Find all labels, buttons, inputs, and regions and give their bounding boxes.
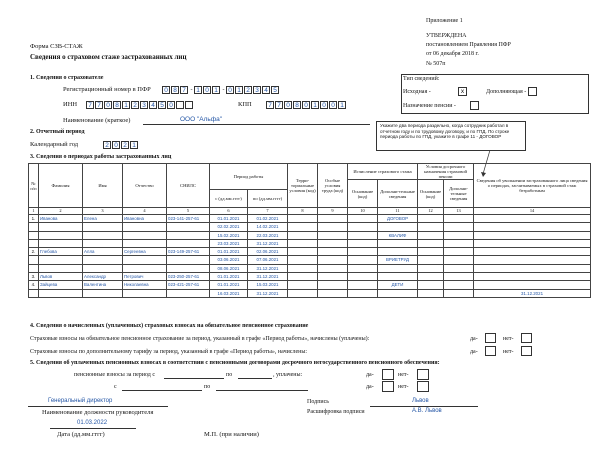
table-row [29, 273, 591, 281]
table-cell-patr[interactable]: Ивановна [123, 215, 167, 223]
initial-checkbox[interactable]: x [458, 87, 467, 96]
table-cell-from[interactable]: 01.01.2021 [210, 248, 248, 256]
table-cell-spec[interactable] [318, 264, 348, 272]
table-cell-snils[interactable]: 023-421-257-61 [167, 281, 210, 289]
table-cell-terr[interactable] [288, 231, 318, 239]
table-cell-extra[interactable] [378, 273, 418, 281]
table-cell-patr[interactable]: Петрович [123, 273, 167, 281]
inn-label: ИНН [63, 101, 78, 108]
inn-digit: 2 [131, 101, 139, 109]
s4-l2-yes-box[interactable] [485, 346, 496, 356]
section4-heading: 4. Сведения о начисленных (уплаченных) страховых взносах на обязательное пенсионное страхование [30, 323, 309, 329]
table-cell-extra[interactable] [378, 264, 418, 272]
table-cell-from[interactable]: 03.06.2021 [210, 256, 248, 264]
kpp-label: КПП [238, 101, 252, 108]
table-cell-patr[interactable] [123, 231, 167, 239]
reg-digit: 1 [194, 86, 202, 94]
reg-dash: - [222, 87, 225, 93]
table-cell-spec[interactable] [318, 281, 348, 289]
table-cell-to[interactable]: 22.03.2021 [248, 231, 288, 239]
reg-digit: 5 [271, 86, 279, 94]
approval-line-2: УТВЕРЖДЕНА [426, 33, 467, 39]
table-cell-ebasis[interactable] [418, 215, 444, 223]
table-cell-to[interactable]: 31.12.2021 [248, 273, 288, 281]
col-number: 1 [29, 208, 39, 215]
table-cell-eextra[interactable] [444, 239, 474, 247]
reg-digit: 1 [212, 86, 220, 94]
s4-l1-yes-box[interactable] [485, 333, 496, 343]
table-row [29, 239, 591, 247]
col-number: 12 [418, 208, 444, 215]
col-number: 7 [248, 208, 288, 215]
year-digit: 2 [103, 141, 111, 149]
inn-digit: 4 [149, 101, 157, 109]
s4-l2-no-box[interactable] [521, 346, 532, 356]
s4-l1-no-label: нет- [503, 336, 514, 342]
page-title: Сведения о страховом стаже застрахованных лиц [30, 53, 187, 61]
table-cell-patr[interactable] [123, 239, 167, 247]
table-cell-dismiss[interactable] [474, 281, 591, 289]
table-cell-extra[interactable] [378, 289, 418, 297]
table-cell-spec[interactable] [318, 215, 348, 223]
th-unemployed: Сведения об увольнении застрахованного лица сведения о периодах, засчитываемых в страховой стаж безработным [474, 164, 591, 208]
th-special: Особые условия труда (код) [318, 164, 348, 208]
section4-line2: Страховые взносы по дополнительному тарифу за период, указанный в графе «Период работы», начислены: [30, 349, 308, 355]
table-cell-dismiss[interactable] [474, 223, 591, 231]
section5-heading: 5. Сведения об уплаченных пенсионных взносах в соответствии с пенсионными договорами досрочного негосударственного пенсионного обеспечения: [30, 360, 440, 366]
table-cell-n[interactable] [29, 264, 39, 272]
section3-heading: 3. Сведения о периодах работы застрахованных лиц [30, 154, 172, 160]
table-cell-patr[interactable] [123, 223, 167, 231]
reg-label: Регистрационный номер в ПФР [63, 86, 151, 93]
s4-l2-no-label: нет- [503, 349, 514, 355]
year-digit: 2 [121, 141, 129, 149]
section1-heading: 1. Сведения о страхователе [30, 75, 104, 81]
table-cell-name[interactable] [83, 231, 123, 239]
th-calc-basis: Основание (код) [348, 180, 378, 208]
table-row [29, 264, 591, 272]
col-number: 11 [378, 208, 418, 215]
position-value[interactable]: Генеральный директор [48, 398, 113, 404]
table-cell-n[interactable]: 4. [29, 281, 39, 289]
reg-digit: 4 [262, 86, 270, 94]
table-row [29, 215, 591, 223]
table-cell-terr[interactable] [288, 256, 318, 264]
reg-digit: 1 [235, 86, 243, 94]
table-cell-terr[interactable] [288, 273, 318, 281]
table-cell-name[interactable] [83, 223, 123, 231]
table-cell-from[interactable]: 01.01.2021 [210, 281, 248, 289]
kpp-digit: 1 [311, 101, 319, 109]
table-cell-surname[interactable]: Глебова [39, 248, 83, 256]
table-cell-spec[interactable] [318, 248, 348, 256]
table-cell-terr[interactable] [288, 281, 318, 289]
info-type-pension-label: Назначение пенсии - [403, 103, 456, 109]
table-row [29, 248, 591, 256]
kpp-digit: 1 [338, 101, 346, 109]
inn-digit [185, 101, 193, 109]
table-cell-extra[interactable]: ДОГОВОР [378, 215, 418, 223]
table-cell-basis[interactable] [348, 231, 378, 239]
col-number: 3 [83, 208, 123, 215]
col-number: 14 [474, 208, 591, 215]
s5-l1-no-box[interactable] [417, 369, 429, 380]
inn-digit: 0 [104, 101, 112, 109]
table-cell-name[interactable] [83, 239, 123, 247]
s5-po-label: по [226, 372, 233, 378]
table-cell-to[interactable]: 14.02.2021 [248, 223, 288, 231]
decode-label: Расшифровка подписи [307, 409, 365, 415]
table-cell-name[interactable] [83, 264, 123, 272]
org-name-value[interactable]: ООО "Альфа" [180, 116, 223, 123]
table-cell-dismiss[interactable]: 31.12.2021 [474, 289, 591, 297]
table-cell-from[interactable]: 08.06.2021 [210, 264, 248, 272]
table-cell-basis[interactable] [348, 239, 378, 247]
s4-l1-yes-label: да- [470, 336, 478, 342]
table-cell-terr[interactable] [288, 248, 318, 256]
table-row [29, 223, 591, 231]
org-name-line [143, 124, 370, 125]
s5-from-line[interactable] [164, 378, 224, 379]
table-cell-to[interactable]: 31.12.2021 [248, 289, 288, 297]
th-surname: Фамилия [39, 164, 83, 208]
date-value[interactable]: 01.03.2022 [77, 420, 108, 426]
pension-checkbox[interactable] [470, 101, 479, 110]
table-cell-patr[interactable]: Николаевна [123, 281, 167, 289]
table-cell-surname[interactable] [39, 239, 83, 247]
kpp-digit: 0 [284, 101, 292, 109]
inn-digit: 5 [158, 101, 166, 109]
col-number: 5 [167, 208, 210, 215]
reg-dash: - [190, 87, 193, 93]
table-cell-spec[interactable] [318, 239, 348, 247]
table-cell-extra[interactable]: КВАЛИФ [378, 231, 418, 239]
additional-checkbox[interactable] [528, 87, 537, 96]
inn-digit: 0 [167, 101, 175, 109]
inn-digit: 7 [86, 101, 94, 109]
decode-value[interactable]: А.В. Львов [412, 408, 442, 414]
column-numbers-row [29, 208, 591, 215]
s5-l1-yes-box[interactable] [382, 369, 394, 380]
s5-line2-c: с [114, 384, 117, 390]
table-cell-terr[interactable] [288, 239, 318, 247]
table-row [29, 256, 591, 264]
reg-digit: 0 [226, 86, 234, 94]
th-early-basis: Основание (код) [418, 180, 444, 208]
sign-value[interactable]: Львов [412, 398, 429, 404]
table-cell-spec[interactable] [318, 289, 348, 297]
table-cell-snils[interactable] [167, 239, 210, 247]
table-row [29, 231, 591, 239]
th-calc: Исчисление страхового стажа [348, 164, 418, 180]
info-type-additional-label: Дополняющая - [486, 89, 527, 95]
approval-line-1: Приложение 1 [426, 18, 463, 24]
th-name: Имя [83, 164, 123, 208]
table-row [29, 289, 591, 297]
table-cell-extra[interactable]: ВРИЕТРУД [378, 256, 418, 264]
table-cell-ebasis[interactable] [418, 281, 444, 289]
inn-digit: 3 [140, 101, 148, 109]
table-cell-eextra[interactable] [444, 215, 474, 223]
table-cell-to[interactable]: 31.12.2021 [248, 264, 288, 272]
table-cell-from[interactable]: 01.01.2021 [210, 215, 248, 223]
table-cell-spec[interactable] [318, 273, 348, 281]
s5-l2-from-line[interactable] [122, 390, 202, 391]
table-cell-ebasis[interactable] [418, 248, 444, 256]
th-from: с (дд.мм.гггг) [210, 190, 248, 208]
table-cell-ebasis[interactable] [418, 231, 444, 239]
table-cell-basis[interactable] [348, 273, 378, 281]
table-cell-name[interactable]: Валентина [83, 281, 123, 289]
year-cells[interactable] [103, 141, 139, 149]
table-cell-snils[interactable]: 023-149-257-61 [167, 248, 210, 256]
table-cell-snils[interactable]: 023-250-257-61 [167, 273, 210, 281]
table-cell-ebasis[interactable] [418, 289, 444, 297]
table-cell-surname[interactable]: Зайцева [39, 281, 83, 289]
table-cell-surname[interactable] [39, 264, 83, 272]
table-cell-patr[interactable] [123, 256, 167, 264]
table-cell-ebasis[interactable] [418, 256, 444, 264]
s5-l2-to-line[interactable] [216, 390, 308, 391]
table-cell-terr[interactable] [288, 289, 318, 297]
approval-line-3: постановлением Правления ПФР [426, 42, 511, 48]
s4-l1-no-box[interactable] [521, 333, 532, 343]
reg-digit: 2 [244, 86, 252, 94]
s5-l1-no-label: нет- [398, 372, 409, 378]
table-cell-eextra[interactable] [444, 256, 474, 264]
table-cell-n[interactable] [29, 223, 39, 231]
table-cell-to[interactable]: 07.06.2021 [248, 256, 288, 264]
table-cell-terr[interactable] [288, 264, 318, 272]
table-cell-eextra[interactable] [444, 248, 474, 256]
table-cell-from[interactable]: 02.02.2021 [210, 223, 248, 231]
reg-number-cells[interactable] [162, 86, 280, 94]
table-cell-surname[interactable] [39, 256, 83, 264]
table-cell-patr[interactable] [123, 264, 167, 272]
reg-digit: 8 [171, 86, 179, 94]
th-num: № п/п [29, 164, 39, 208]
kpp-digit: 0 [329, 101, 337, 109]
date-label: Дата (дд.мм.гггг) [57, 431, 105, 438]
table-cell-eextra[interactable] [444, 231, 474, 239]
table-cell-dismiss[interactable] [474, 231, 591, 239]
table-cell-patr[interactable] [123, 289, 167, 297]
s5-line1-label: пенсионные взносы за период с [74, 372, 155, 378]
stamp-label: М.П. (при наличии) [204, 431, 259, 438]
table-cell-from[interactable]: 16.03.2021 [210, 289, 248, 297]
approval-line-4: от 06 декабря 2018 г. [426, 51, 479, 57]
th-territorial: Терри-ториальные условия (код) [288, 164, 318, 208]
table-cell-n[interactable] [29, 289, 39, 297]
s5-l1-yes-label: да- [366, 372, 374, 378]
table-cell-n[interactable]: 1. [29, 215, 39, 223]
table-cell-extra[interactable] [378, 223, 418, 231]
kpp-cells[interactable] [266, 101, 347, 109]
inn-digit: 1 [122, 101, 130, 109]
col-number: 8 [288, 208, 318, 215]
year-label: Календарный год [30, 141, 79, 148]
kpp-digit: 7 [275, 101, 283, 109]
reg-digit: 7 [180, 86, 188, 94]
table-cell-basis[interactable] [348, 223, 378, 231]
table-cell-snils[interactable] [167, 264, 210, 272]
col-number: 9 [318, 208, 348, 215]
table-cell-n[interactable] [29, 256, 39, 264]
table-cell-snils[interactable] [167, 223, 210, 231]
s5-paid-label: , уплачены: [273, 372, 303, 378]
table-cell-n[interactable]: 2. [29, 248, 39, 256]
table-cell-to[interactable]: 01.02.2021 [248, 215, 288, 223]
table-cell-ebasis[interactable] [418, 239, 444, 247]
table-cell-from[interactable]: 01.01.2021 [210, 273, 248, 281]
th-calc-extra: Дополни-тельные сведения [378, 180, 418, 208]
table-cell-extra[interactable] [378, 239, 418, 247]
table-cell-name[interactable] [83, 289, 123, 297]
reg-digit: 0 [203, 86, 211, 94]
table-row [29, 281, 591, 289]
table-cell-surname[interactable]: Львов [39, 273, 83, 281]
sign-label: Подпись [307, 399, 330, 405]
info-type-initial-label: Исходная - [403, 89, 431, 95]
th-patronymic: Отчество [123, 164, 167, 208]
table-cell-surname[interactable]: Иванова [39, 215, 83, 223]
inn-digit: 8 [113, 101, 121, 109]
th-period: Период работы [210, 164, 288, 190]
approval-line-5: № 507п [426, 61, 446, 67]
table-cell-eextra[interactable] [444, 281, 474, 289]
kpp-digit: 7 [266, 101, 274, 109]
th-early-extra: Дополни-тельные сведения [444, 180, 474, 208]
s4-l2-yes-label: да- [470, 349, 478, 355]
kpp-digit: 8 [293, 101, 301, 109]
s5-to-line[interactable] [238, 378, 272, 379]
th-early: Условия досрочного назначения страховой пенсии [418, 164, 474, 180]
col-number: 2 [39, 208, 83, 215]
table-cell-from[interactable]: 23.03.2021 [210, 239, 248, 247]
section2-heading: 2. Отчетный период [30, 129, 85, 135]
table-cell-dismiss[interactable] [474, 215, 591, 223]
inn-digit: 7 [95, 101, 103, 109]
table-cell-extra[interactable]: ДЕТИ [378, 281, 418, 289]
s5-l2-yes-box[interactable] [382, 381, 394, 392]
table-cell-spec[interactable] [318, 223, 348, 231]
form-code: Форма СЗВ-СТАЖ [30, 43, 83, 50]
inn-digit [176, 101, 184, 109]
col-number: 13 [444, 208, 474, 215]
table-cell-surname[interactable] [39, 223, 83, 231]
table-cell-snils[interactable] [167, 231, 210, 239]
table-cell-eextra[interactable] [444, 273, 474, 281]
year-digit: 1 [130, 141, 138, 149]
work-periods-table [28, 163, 591, 298]
s5-l2-no-box[interactable] [417, 381, 429, 392]
section4-line1: Страховые взносы на обязательное пенсионное страхование за период, указанный в графе «Период работы», начислены (уплачены): [30, 336, 370, 342]
table-cell-basis[interactable] [348, 289, 378, 297]
table-cell-name[interactable]: Алла [83, 248, 123, 256]
table-cell-dismiss[interactable] [474, 264, 591, 272]
table-cell-spec[interactable] [318, 231, 348, 239]
table-cell-n[interactable] [29, 239, 39, 247]
table-cell-patr[interactable]: Сергеевна [123, 248, 167, 256]
table-cell-extra[interactable] [378, 248, 418, 256]
org-name-label: Наименование (краткое) [63, 117, 131, 124]
table-cell-snils[interactable]: 023-141-257-61 [167, 215, 210, 223]
col-number: 4 [123, 208, 167, 215]
table-cell-surname[interactable] [39, 289, 83, 297]
col-number: 6 [210, 208, 248, 215]
table-cell-name[interactable]: Александр [83, 273, 123, 281]
table-cell-basis[interactable] [348, 256, 378, 264]
table-cell-to[interactable]: 15.03.2021 [248, 281, 288, 289]
table-cell-dismiss[interactable] [474, 248, 591, 256]
table-cell-name[interactable]: Елена [83, 215, 123, 223]
table-cell-from[interactable]: 15.02.2021 [210, 231, 248, 239]
table-cell-basis[interactable] [348, 248, 378, 256]
info-type-label: Тип сведений: [403, 76, 440, 82]
position-line [28, 406, 168, 407]
table-cell-dismiss[interactable] [474, 239, 591, 247]
table-cell-snils[interactable] [167, 289, 210, 297]
s5-l2-no-label: нет- [398, 384, 409, 390]
year-digit: 0 [112, 141, 120, 149]
s5-line2-po: по [204, 384, 211, 390]
table-cell-dismiss[interactable] [474, 256, 591, 264]
table-cell-ebasis[interactable] [418, 264, 444, 272]
th-snils: СНИЛС [167, 164, 210, 208]
table-cell-eextra[interactable] [444, 223, 474, 231]
col-number: 10 [348, 208, 378, 215]
table-cell-to[interactable]: 02.06.2021 [248, 248, 288, 256]
inn-cells[interactable] [86, 101, 194, 109]
table-cell-n[interactable] [29, 231, 39, 239]
table-cell-spec[interactable] [318, 256, 348, 264]
table-cell-basis[interactable] [348, 281, 378, 289]
table-cell-to[interactable]: 31.12.2021 [248, 239, 288, 247]
table-cell-ebasis[interactable] [418, 223, 444, 231]
table-cell-n[interactable]: 3. [29, 273, 39, 281]
table-cell-name[interactable] [83, 256, 123, 264]
table-cell-basis[interactable] [348, 264, 378, 272]
s5-l2-yes-label: да- [366, 384, 374, 390]
kpp-digit: 0 [302, 101, 310, 109]
table-cell-eextra[interactable] [444, 289, 474, 297]
table-cell-snils[interactable] [167, 256, 210, 264]
table-cell-eextra[interactable] [444, 264, 474, 272]
kpp-digit: 0 [320, 101, 328, 109]
reg-digit: 0 [162, 86, 170, 94]
sign-line [370, 406, 478, 407]
table-cell-ebasis[interactable] [418, 273, 444, 281]
date-line [50, 428, 136, 429]
table-cell-basis[interactable] [348, 215, 378, 223]
table-cell-dismiss[interactable] [474, 273, 591, 281]
table-cell-terr[interactable] [288, 223, 318, 231]
note-callout: Укажите два периода раздельно, когда сотрудник работал в отчетном году и по трудовому договору, и по ГПД. По строке периода работы по ГПД, укажите в графе 11 - ДОГОВОР [376, 121, 526, 151]
table-cell-terr[interactable] [288, 215, 318, 223]
position-label: Наименование должности руководителя [42, 409, 154, 416]
th-to: по (дд.мм.гггг) [248, 190, 288, 208]
table-cell-surname[interactable] [39, 231, 83, 239]
reg-digit: 3 [253, 86, 261, 94]
